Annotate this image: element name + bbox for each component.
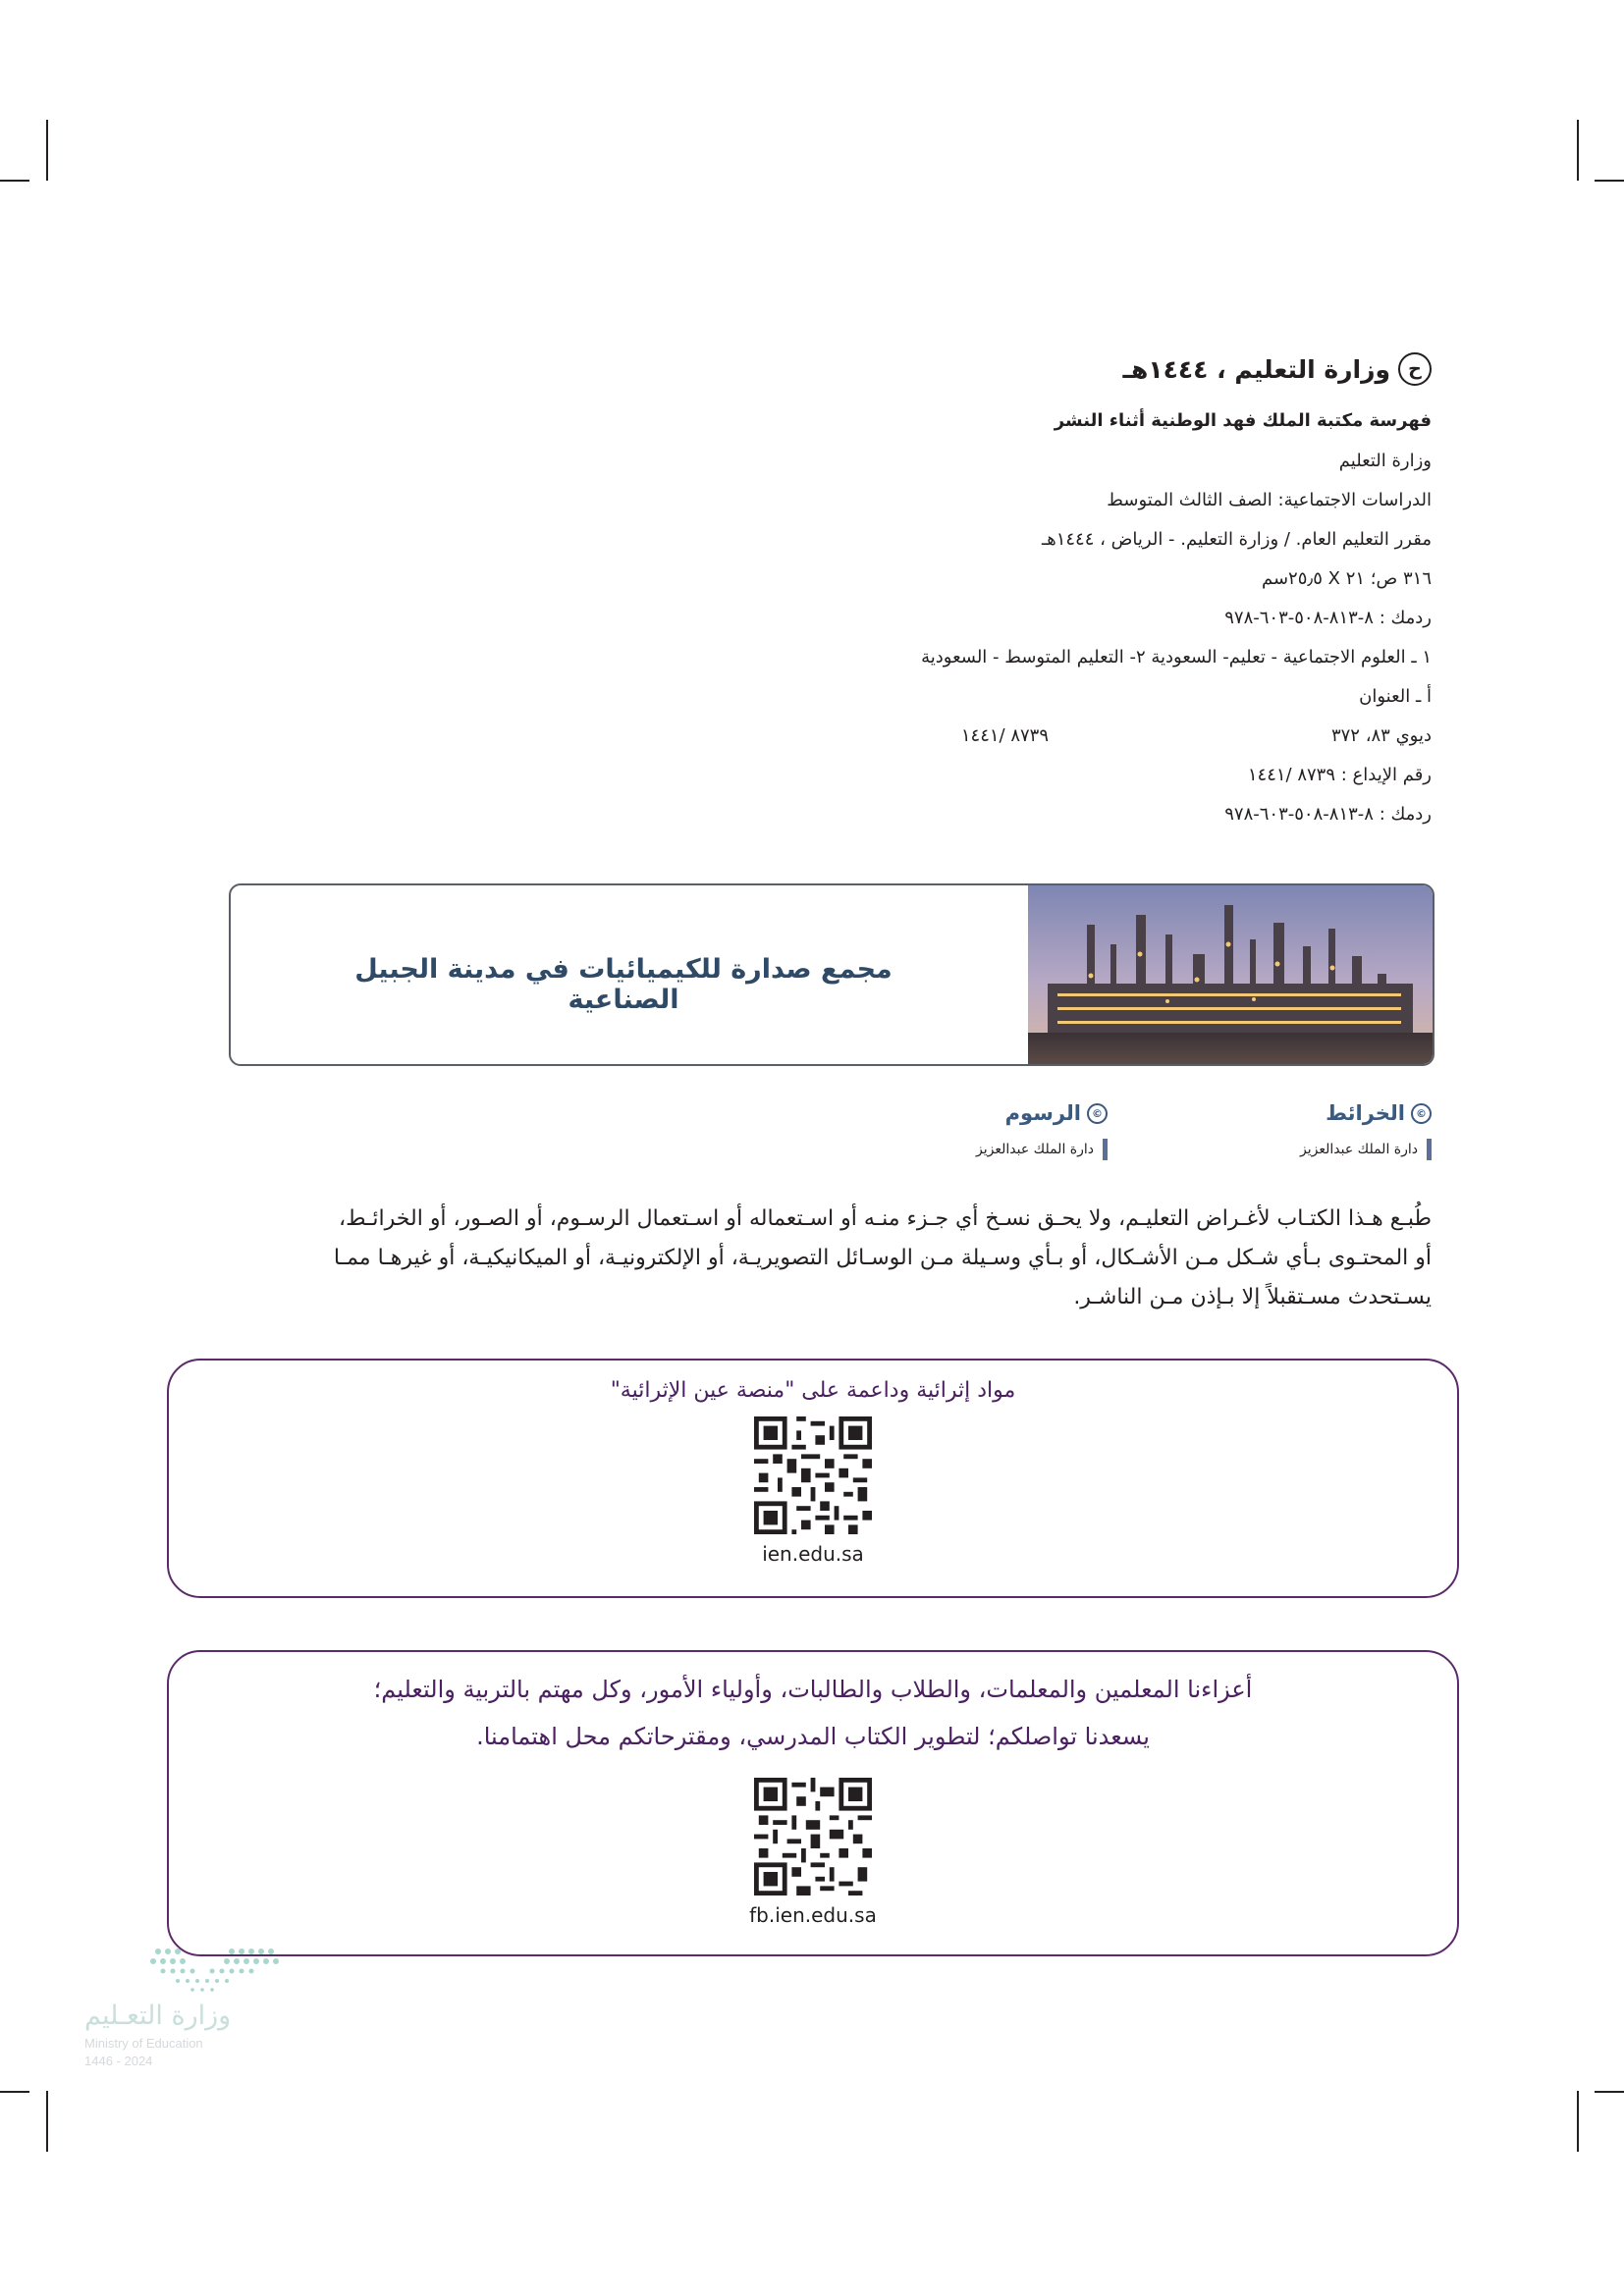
credit-title xyxy=(813,1101,1108,1125)
cip-line: ١ ـ العلوم الاجتماعية - تعليم- السعودية ٢- التعليم المتوسط - السعودية xyxy=(921,647,1432,667)
enrichment-title: مواد إثرائية وداعمة على "منصة عين الإثرائية" xyxy=(610,1378,1016,1403)
copyright-mark: ح xyxy=(1398,352,1432,386)
credit-maps xyxy=(1137,1101,1432,1160)
credit-title-text: الرسوم xyxy=(1004,1101,1081,1125)
cip-subtitle: فهرسة مكتبة الملك فهد الوطنية أثناء النشر xyxy=(1054,410,1432,431)
copyright-icon: © xyxy=(1087,1103,1108,1124)
credit-drawings xyxy=(813,1101,1108,1160)
photo-caption: مجمع صدارة للكيميائيات في مدينة الجبيل الصناعية xyxy=(354,954,893,1015)
credit-name: دارة الملك عبدالعزيز xyxy=(1137,1139,1432,1160)
deposit-number: رقم الإيداع : ٨٧٣٩ /١٤٤١ xyxy=(1247,765,1432,785)
cip-line: وزارة التعليم xyxy=(1338,451,1432,471)
crop-mark xyxy=(0,180,29,182)
legal-line: يسـتحدث مسـتقبلاً إلا بـإذن مـن الناشـر. xyxy=(1073,1285,1432,1309)
cip-block xyxy=(253,349,1432,834)
qr-code-icon[interactable] xyxy=(754,1416,872,1534)
credit-name: دارة الملك عبدالعزيز xyxy=(813,1139,1108,1160)
cip-title-row xyxy=(253,349,1432,389)
ministry-name-en: Ministry of Education xyxy=(84,2036,203,2051)
ministry-logo xyxy=(84,1942,300,2079)
cip-line: مقرر التعليم العام. / وزارة التعليم. - الرياض ، ١٤٤٤هـ xyxy=(1041,529,1432,550)
legal-line: طُبـع هـذا الكتـاب لأغـراض التعليـم، ولا يحـق نسـخ أي جـزء منـه أو اسـتعماله أو اسـتعمال الرسـوم، أو الصـور، أو الخرائـط، xyxy=(339,1206,1432,1231)
dewey-line xyxy=(253,717,1432,756)
legal-notice xyxy=(229,1200,1432,1317)
crop-mark xyxy=(1595,2091,1624,2093)
crop-mark xyxy=(1577,120,1579,181)
credit-title-text: الخرائط xyxy=(1326,1101,1405,1125)
copyright-icon: © xyxy=(1411,1103,1432,1124)
refinery-photo xyxy=(1028,885,1433,1064)
qr-code-icon[interactable] xyxy=(754,1778,872,1896)
cover-note-box xyxy=(229,883,1435,1066)
crop-mark xyxy=(0,2091,29,2093)
feedback-line: يسعدنا تواصلكم؛ لتطوير الكتاب المدرسي، ومقترحاتكم محل اهتمامنا. xyxy=(476,1723,1150,1750)
dewey-classification: ديوي ٨٣، ٣٧٢ xyxy=(1330,725,1432,746)
isbn: ردمك : ٨-٨١٣-٥٠٨-٦٠٣-٩٧٨ xyxy=(1224,804,1432,825)
ministry-name-ar: وزارة التعـليم xyxy=(84,2001,232,2031)
feedback-panel xyxy=(167,1650,1459,1956)
feedback-line: أعزاءنا المعلمين والمعلمات، والطلاب والطالبات، وأولياء الأمور، وكل مهتم بالتربية والتعليم؛ xyxy=(373,1676,1253,1703)
cip-title: وزارة التعليم ، ١٤٤٤هـ xyxy=(1122,354,1390,384)
crop-mark xyxy=(1577,2091,1579,2152)
ministry-logo-dots-icon xyxy=(84,1942,300,2001)
feedback-url[interactable]: fb.ien.edu.sa xyxy=(749,1903,877,1927)
credit-title xyxy=(1137,1101,1432,1125)
cip-line: ردمك : ٨-٨١٣-٥٠٨-٦٠٣-٩٧٨ xyxy=(1224,608,1432,628)
crop-mark xyxy=(1595,180,1624,182)
legal-line: أو المحتـوى بـأي شـكل مـن الأشـكال، أو بـأي وسـيلة مـن الوسـائل التصويريـة، أو الإلكترونيـة، أو الميكانيكيـة، أو غيرهـا ممـا xyxy=(333,1246,1432,1270)
enrichment-panel xyxy=(167,1359,1459,1598)
crop-mark xyxy=(46,120,48,181)
cip-line: أ ـ العنوان xyxy=(1359,686,1432,707)
dewey-number: ٨٧٣٩ /١٤٤١ xyxy=(960,725,1049,746)
cip-line: ٣١٦ ص؛ ٢١ X ٢٥٫٥سم xyxy=(1261,568,1432,589)
enrichment-url[interactable]: ien.edu.sa xyxy=(762,1542,864,1566)
ministry-year: 2024 - 1446 xyxy=(84,2054,153,2068)
crop-mark xyxy=(46,2091,48,2152)
cip-line: الدراسات الاجتماعية: الصف الثالث المتوسط xyxy=(1107,490,1432,510)
